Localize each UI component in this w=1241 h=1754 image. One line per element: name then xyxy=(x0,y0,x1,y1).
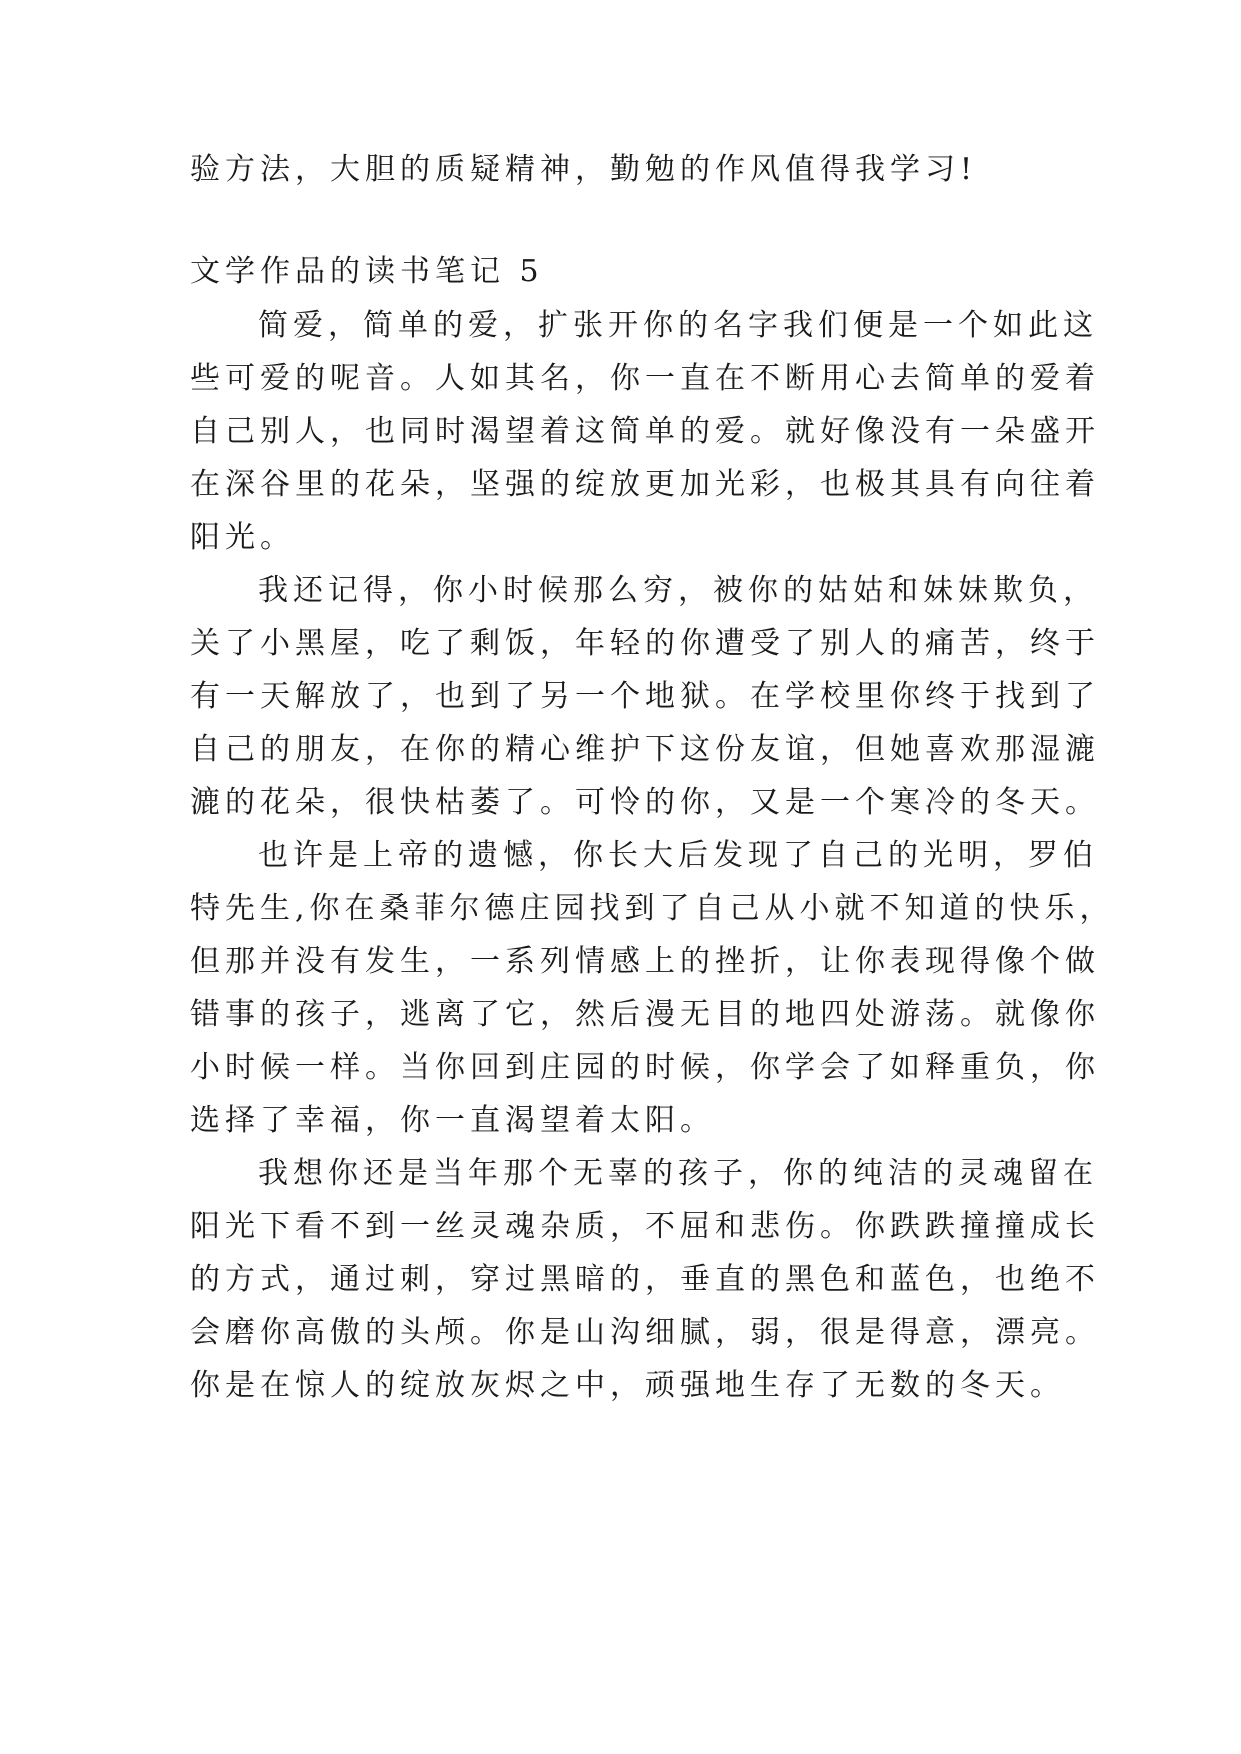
paragraph-line: 阳光。 xyxy=(190,520,295,555)
paragraph-line: 也许是上帝的遗憾，你长大后发现了自己的光明，罗伯 xyxy=(258,838,1098,873)
paragraph-line: 关了小黑屋，吃了剩饭，年轻的你遭受了别人的痛苦，终于 xyxy=(190,626,1100,661)
paragraph-line: 有一天解放了，也到了另一个地狱。在学校里你终于找到了 xyxy=(190,679,1100,714)
paragraph-line: 选择了幸福，你一直渴望着太阳。 xyxy=(190,1103,715,1138)
paragraph-line: 简爱，简单的爱，扩张开你的名字我们便是一个如此这 xyxy=(258,308,1098,343)
paragraph-line: 小时候一样。当你回到庄园的时候，你学会了如释重负，你 xyxy=(190,1050,1100,1085)
section-heading: 文学作品的读书笔记 5 xyxy=(190,254,544,289)
paragraph-line: 些可爱的呢音。人如其名，你一直在不断用心去简单的爱着 xyxy=(190,361,1100,396)
paragraph-line: 你是在惊人的绽放灰烬之中，顽强地生存了无数的冬天。 xyxy=(190,1368,1065,1403)
paragraph-line: 自己的朋友，在你的精心维护下这份友谊，但她喜欢那湿漉 xyxy=(190,732,1100,767)
paragraph-line: 的方式，通过刺，穿过黑暗的，垂直的黑色和蓝色，也绝不 xyxy=(190,1262,1100,1297)
paragraph-line: 阳光下看不到一丝灵魂杂质，不屈和悲伤。你跌跌撞撞成长 xyxy=(190,1209,1100,1244)
paragraph-line: 自己别人，也同时渴望着这简单的爱。就好像没有一朵盛开 xyxy=(190,414,1100,449)
paragraph-line: 漉的花朵，很快枯萎了。可怜的你，又是一个寒冷的冬天。 xyxy=(190,785,1100,820)
paragraph-line: 但那并没有发生，一系列情感上的挫折，让你表现得像个做 xyxy=(190,944,1100,979)
paragraph-line: 特先生,你在桑菲尔德庄园找到了自己从小就不知道的快乐， xyxy=(190,891,1115,926)
paragraph-line: 在深谷里的花朵，坚强的绽放更加光彩，也极其具有向往着 xyxy=(190,467,1100,502)
paragraph-line: 错事的孩子，逃离了它，然后漫无目的地四处游荡。就像你 xyxy=(190,997,1100,1032)
paragraph-line: 会磨你高傲的头颅。你是山沟细腻，弱，很是得意，漂亮。 xyxy=(190,1315,1100,1350)
paragraph-line: 我还记得，你小时候那么穷，被你的姑姑和妹妹欺负， xyxy=(258,573,1098,608)
paragraph-line: 我想你还是当年那个无辜的孩子，你的纯洁的灵魂留在 xyxy=(258,1156,1098,1191)
continued-paragraph-line: 验方法，大胆的质疑精神，勤勉的作风值得我学习! xyxy=(190,152,978,187)
